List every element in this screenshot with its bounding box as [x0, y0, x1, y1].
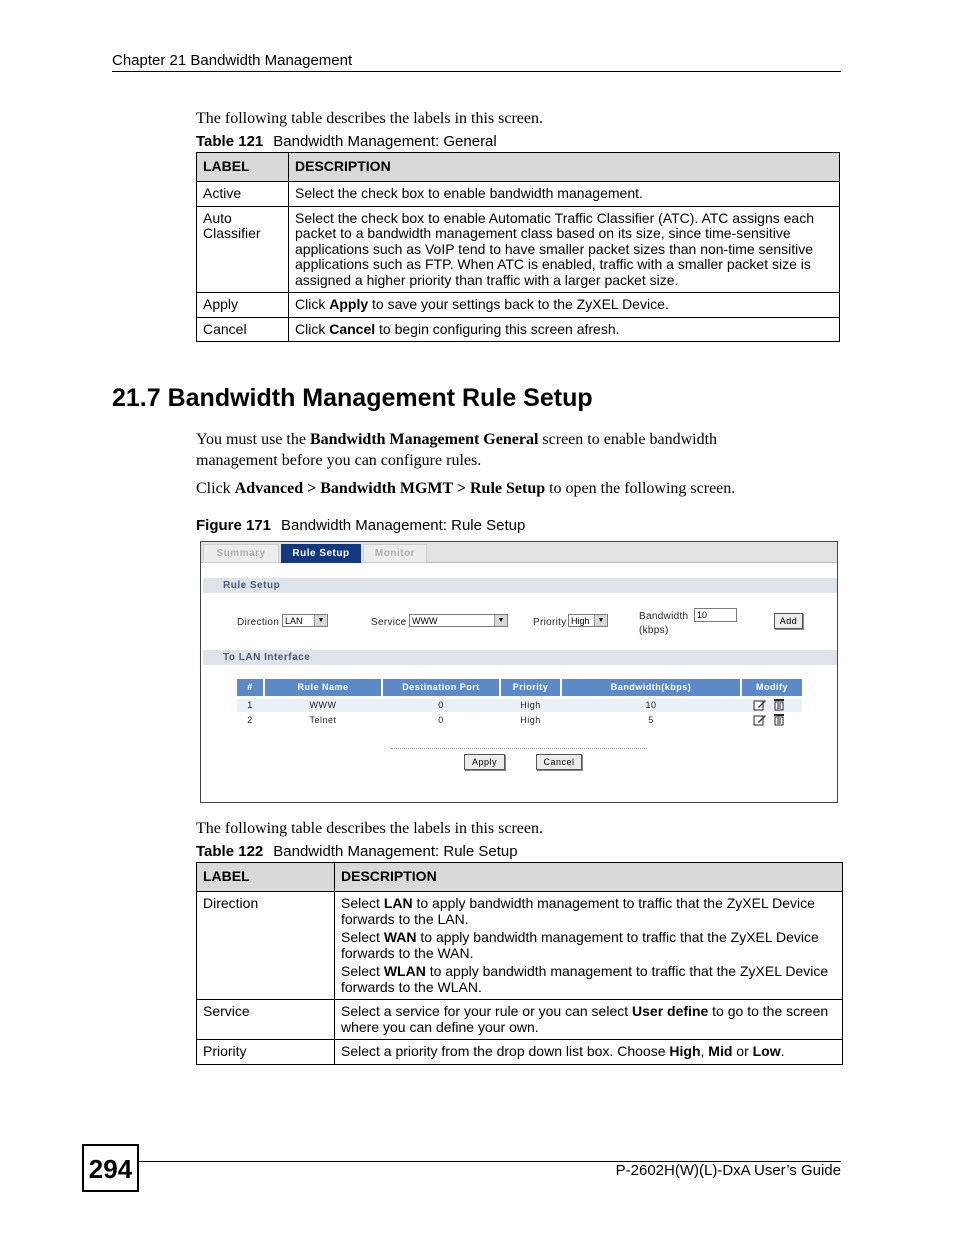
priority-cell: High: [520, 700, 541, 710]
cancel-button[interactable]: Cancel: [536, 754, 582, 770]
page-number: 294: [82, 1144, 139, 1192]
table-122-caption: [196, 843, 518, 860]
text-run: Select: [341, 963, 384, 979]
chevron-down-icon: ▼: [314, 615, 327, 626]
priority-select[interactable]: [568, 614, 608, 627]
column-header-modify: Modify: [742, 679, 802, 696]
description-line: [341, 964, 836, 995]
edit-icon[interactable]: [753, 698, 767, 711]
bold-text: Apply: [329, 296, 369, 312]
service-select[interactable]: [409, 614, 508, 627]
service-value: WWW: [412, 616, 438, 626]
bold-text: WAN: [383, 929, 417, 945]
column-header-label: LABEL: [197, 153, 289, 182]
column-header-label: LABEL: [197, 863, 335, 892]
bold-text: Cancel: [329, 320, 376, 337]
row-description: [289, 293, 840, 318]
chevron-down-icon: ▼: [594, 615, 607, 626]
tab-summary[interactable]: Summary: [203, 544, 279, 563]
figure-caption-number: Figure 171: [196, 517, 272, 534]
row-label: Active: [197, 182, 289, 207]
header-rule: [112, 71, 841, 72]
destination-port-cell: 0: [438, 715, 444, 725]
row-description: [289, 317, 840, 342]
section-title: 21.7 Bandwidth Management Rule Setup: [112, 384, 593, 412]
lan-interface-section-title: To LAN Interface: [203, 650, 837, 665]
table-caption-number: Table 122: [196, 843, 264, 860]
table-121: [196, 152, 840, 342]
rule-setup-screenshot: [200, 541, 838, 803]
row-label: Priority: [197, 1040, 335, 1065]
table-caption-title: Bandwidth Management: Rule Setup: [273, 843, 518, 860]
table-row: [197, 892, 843, 1000]
priority-label: Priority: [533, 617, 567, 628]
row-description: Select the check box to enable Automatic Traffic Classifier (ATC). ATC assigns each packet to a bandwidth management class based on its size, since time-sensitive applications such as VoIP tend to have smaller packet sizes than non-time sensitive applications such as FTP. When ATC is enabled, traffic with a smaller packet size is assigned a higher priority than traffic with a larger packet size.: [289, 206, 840, 293]
column-header-priority: Priority: [501, 679, 560, 696]
intro-text: The following table describes the labels in this screen.: [196, 110, 544, 127]
edit-icon[interactable]: [753, 713, 767, 726]
text-run: to open the following screen.: [545, 480, 736, 497]
column-header-destination-port: Destination Port: [383, 679, 499, 696]
table-row: [197, 182, 840, 207]
text-run: Click: [295, 296, 330, 312]
delete-icon[interactable]: [773, 698, 785, 711]
column-header-bandwidth: Bandwidth(kbps): [562, 679, 740, 696]
table-row: [197, 1040, 843, 1065]
text-run: to save your settings back to the ZyXEL Device.: [368, 296, 669, 312]
rule-name-cell: WWW: [309, 700, 337, 710]
description-line: [341, 930, 836, 961]
apply-button[interactable]: Apply: [464, 754, 505, 770]
priority-value: High: [571, 616, 590, 626]
bold-text: Mid: [708, 1043, 733, 1059]
text-run: .: [780, 1043, 785, 1059]
rule-setup-section-title: Rule Setup: [203, 578, 837, 593]
bold-text: User define: [632, 1003, 709, 1019]
text-run: Select: [341, 895, 384, 911]
table-121-caption: [196, 133, 497, 150]
row-label: Auto Classifier: [197, 206, 289, 293]
bold-text: WLAN: [383, 963, 426, 979]
text-run: to apply bandwidth management to traffic that the ZyXEL Device forwards to the LAN.: [341, 895, 815, 927]
tab-rule-setup[interactable]: Rule Setup: [281, 544, 361, 563]
bandwidth-cell: 10: [645, 700, 657, 710]
row-description: [335, 892, 843, 1000]
add-button[interactable]: Add: [774, 613, 803, 629]
rule-name-cell: Telnet: [309, 715, 337, 725]
text-run: Select a service for your rule or you can select: [341, 1003, 633, 1019]
destination-port-cell: 0: [438, 700, 444, 710]
tab-bar: [201, 542, 837, 563]
bold-text: Advanced > Bandwidth MGMT > Rule Setup: [234, 480, 546, 497]
chapter-header: Chapter 21 Bandwidth Management: [112, 52, 353, 69]
text-run: Select: [341, 929, 384, 945]
text-run: You must use the: [196, 431, 310, 448]
service-label: Service: [371, 617, 407, 628]
chevron-down-icon: ▼: [494, 615, 507, 626]
guide-title: P-2602H(W)(L)-DxA User’s Guide: [615, 1162, 841, 1179]
column-header-description: DESCRIPTION: [289, 153, 840, 182]
table-122: [196, 862, 843, 1065]
priority-cell: High: [520, 715, 541, 725]
description-line: [341, 896, 836, 927]
bandwidth-input[interactable]: 10: [694, 608, 737, 622]
row-label: Apply: [197, 293, 289, 318]
row-description: Select the check box to enable bandwidth management.: [289, 182, 840, 207]
column-header-number: #: [237, 679, 263, 696]
table-row: [197, 1000, 843, 1040]
tab-monitor[interactable]: Monitor: [363, 544, 427, 563]
bandwidth-cell: 5: [648, 715, 654, 725]
section-paragraph: [196, 429, 796, 471]
bold-text: High: [669, 1043, 701, 1059]
row-number: 1: [247, 700, 253, 710]
row-description: [335, 1040, 843, 1065]
column-header-description: DESCRIPTION: [335, 863, 843, 892]
direction-label: Direction: [237, 617, 280, 628]
table-row: [197, 293, 840, 318]
delete-icon[interactable]: [773, 713, 785, 726]
column-header-rule-name: Rule Name: [265, 679, 381, 696]
table-caption-number: Table 121: [196, 133, 264, 150]
text-run: Click: [295, 320, 330, 337]
divider: [391, 748, 647, 749]
table-row: [197, 206, 840, 293]
direction-select[interactable]: [282, 614, 328, 627]
text-run: ,: [700, 1043, 709, 1059]
direction-value: LAN: [285, 616, 303, 626]
row-description: [335, 1000, 843, 1040]
text-run: to begin configuring this screen afresh.: [375, 320, 620, 337]
row-label: Service: [197, 1000, 335, 1040]
figure-caption-title: Bandwidth Management: Rule Setup: [281, 517, 526, 534]
text-run: screen to enable bandwidth management before you can configure rules.: [196, 431, 718, 469]
row-number: 2: [247, 715, 253, 725]
section-paragraph: [196, 478, 836, 499]
row-label: Direction: [197, 892, 335, 1000]
text-run: Click: [196, 480, 235, 497]
bold-text: LAN: [383, 895, 413, 911]
intro-text: The following table describes the labels in this screen.: [196, 820, 544, 837]
text-run: Select a priority from the drop down list box. Choose: [341, 1043, 670, 1059]
text-run: to apply bandwidth management to traffic that the ZyXEL Device forwards to the WAN.: [341, 929, 819, 961]
table-row: [197, 317, 840, 342]
bandwidth-unit-label: (kbps): [639, 625, 669, 636]
figure-171-caption: [196, 517, 525, 534]
text-run: or: [732, 1043, 753, 1059]
table-caption-title: Bandwidth Management: General: [273, 133, 497, 150]
text-run: to go to the screen where you can define your own.: [341, 1003, 829, 1035]
bandwidth-label: Bandwidth: [639, 611, 689, 622]
bold-text: Low: [752, 1043, 781, 1059]
bold-text: Bandwidth Management General: [309, 431, 539, 448]
text-run: to apply bandwidth management to traffic that the ZyXEL Device forwards to the WLAN.: [341, 963, 829, 995]
row-label: Cancel: [197, 317, 289, 342]
